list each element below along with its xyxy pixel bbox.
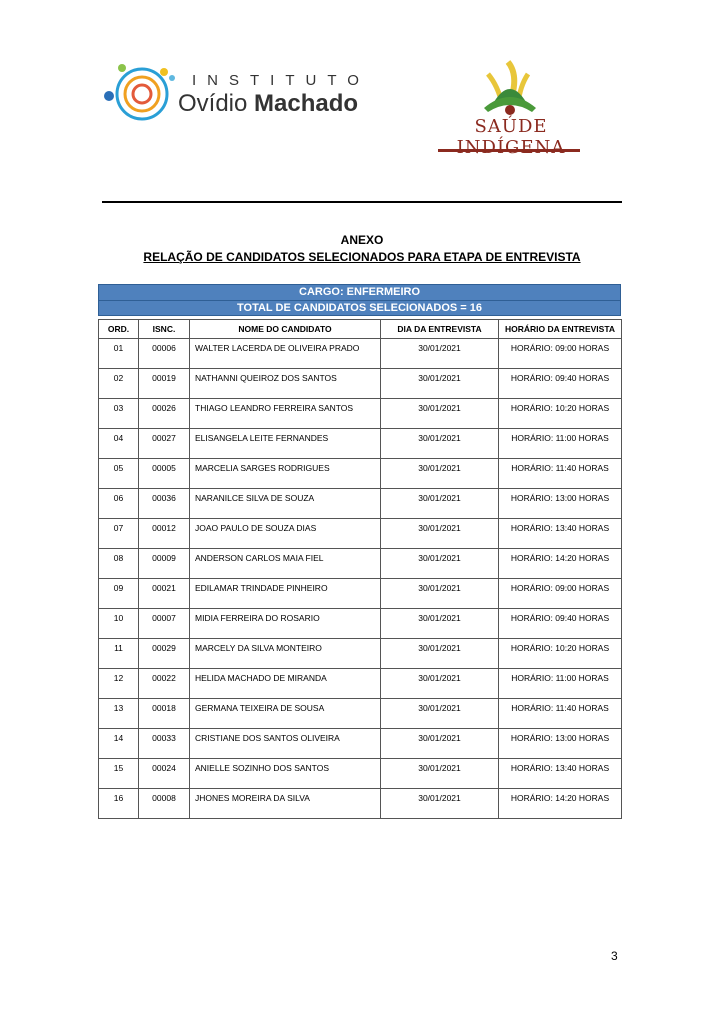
candidates-table xyxy=(98,319,622,819)
cell-date: 30/01/2021 xyxy=(381,339,499,369)
document-subtitle: RELAÇÃO DE CANDIDATOS SELECIONADOS PARA ETAPA DE ENTREVISTA xyxy=(143,250,581,264)
cell-date: 30/01/2021 xyxy=(381,729,499,759)
cell-name: GERMANA TEIXEIRA DE SOUSA xyxy=(190,699,381,729)
cell-ord: 07 xyxy=(99,519,139,549)
table-row xyxy=(99,339,622,369)
cell-isnc: 00024 xyxy=(139,759,190,789)
cell-isnc: 00012 xyxy=(139,519,190,549)
col-header-isnc: ISNC. xyxy=(139,320,190,339)
cell-time: HORÁRIO: 09:40 HORAS xyxy=(499,609,622,639)
cell-time: HORÁRIO: 09:00 HORAS xyxy=(499,339,622,369)
logo-word-instituto: INSTITUTO xyxy=(192,72,370,89)
cell-date: 30/01/2021 xyxy=(381,699,499,729)
cell-isnc: 00026 xyxy=(139,399,190,429)
cell-ord: 06 xyxy=(99,489,139,519)
cell-name: MARCELIA SARGES RODRIGUES xyxy=(190,459,381,489)
table-header-row xyxy=(99,320,622,339)
cell-date: 30/01/2021 xyxy=(381,369,499,399)
cell-ord: 09 xyxy=(99,579,139,609)
cell-time: HORÁRIO: 13:00 HORAS xyxy=(499,489,622,519)
cell-time: HORÁRIO: 09:40 HORAS xyxy=(499,369,622,399)
cell-ord: 03 xyxy=(99,399,139,429)
cell-isnc: 00018 xyxy=(139,699,190,729)
cell-name: EDILAMAR TRINDADE PINHEIRO xyxy=(190,579,381,609)
cell-name: JHONES MOREIRA DA SILVA xyxy=(190,789,381,819)
table-row xyxy=(99,699,622,729)
cell-date: 30/01/2021 xyxy=(381,399,499,429)
cell-ord: 12 xyxy=(99,669,139,699)
cell-isnc: 00009 xyxy=(139,549,190,579)
table-row xyxy=(99,639,622,669)
table-row xyxy=(99,369,622,399)
table-row xyxy=(99,669,622,699)
saude-indigena-logo xyxy=(428,56,593,160)
cell-date: 30/01/2021 xyxy=(381,759,499,789)
table-row xyxy=(99,399,622,429)
cell-ord: 14 xyxy=(99,729,139,759)
cell-ord: 16 xyxy=(99,789,139,819)
cell-date: 30/01/2021 xyxy=(381,549,499,579)
table-row xyxy=(99,609,622,639)
cell-ord: 10 xyxy=(99,609,139,639)
table-row xyxy=(99,759,622,789)
cell-ord: 01 xyxy=(99,339,139,369)
table-row xyxy=(99,429,622,459)
cell-isnc: 00027 xyxy=(139,429,190,459)
table-row xyxy=(99,459,622,489)
cell-time: HORÁRIO: 10:20 HORAS xyxy=(499,639,622,669)
cell-time: HORÁRIO: 14:20 HORAS xyxy=(499,789,622,819)
cell-date: 30/01/2021 xyxy=(381,609,499,639)
cell-time: HORÁRIO: 13:40 HORAS xyxy=(499,759,622,789)
document-title: ANEXO xyxy=(340,233,384,247)
cell-isnc: 00019 xyxy=(139,369,190,399)
col-header-date: DIA DA ENTREVISTA xyxy=(381,320,499,339)
cell-ord: 04 xyxy=(99,429,139,459)
table-banner xyxy=(98,284,621,316)
table-row xyxy=(99,489,622,519)
col-header-time: HORÁRIO DA ENTREVISTA xyxy=(499,320,622,339)
cell-isnc: 00005 xyxy=(139,459,190,489)
table-row xyxy=(99,549,622,579)
table-row xyxy=(99,789,622,819)
cell-time: HORÁRIO: 14:20 HORAS xyxy=(499,549,622,579)
table-row xyxy=(99,519,622,549)
logo-word-ovidio: Ovídio xyxy=(178,90,248,117)
logo-word-ovidio-machado xyxy=(178,90,358,118)
cell-isnc: 00029 xyxy=(139,639,190,669)
cell-date: 30/01/2021 xyxy=(381,789,499,819)
cell-name: WALTER LACERDA DE OLIVEIRA PRADO xyxy=(190,339,381,369)
cell-isnc: 00008 xyxy=(139,789,190,819)
logo-word-machado: Machado xyxy=(254,90,359,117)
cargo-label: CARGO: ENFERMEIRO xyxy=(299,286,420,298)
saude-indigena-wordmark: SAÚDE INDÍGENA xyxy=(456,116,566,158)
cell-name: HELIDA MACHADO DE MIRANDA xyxy=(190,669,381,699)
cell-name: ANDERSON CARLOS MAIA FIEL xyxy=(190,549,381,579)
table-row xyxy=(99,729,622,759)
instituto-ovidio-machado-logo xyxy=(100,58,370,128)
cell-name: THIAGO LEANDRO FERREIRA SANTOS xyxy=(190,399,381,429)
cell-isnc: 00006 xyxy=(139,339,190,369)
cell-time: HORÁRIO: 11:00 HORAS xyxy=(499,429,622,459)
cell-time: HORÁRIO: 11:40 HORAS xyxy=(499,699,622,729)
total-selected-label: TOTAL DE CANDIDATOS SELECIONADOS = 16 xyxy=(99,300,620,316)
col-header-ord: ORD. xyxy=(99,320,139,339)
cell-isnc: 00033 xyxy=(139,729,190,759)
cell-time: HORÁRIO: 10:20 HORAS xyxy=(499,399,622,429)
cell-isnc: 00021 xyxy=(139,579,190,609)
cell-isnc: 00007 xyxy=(139,609,190,639)
cell-name: NARANILCE SILVA DE SOUZA xyxy=(190,489,381,519)
table-row xyxy=(99,579,622,609)
cell-name: ANIELLE SOZINHO DOS SANTOS xyxy=(190,759,381,789)
cell-ord: 11 xyxy=(99,639,139,669)
cell-date: 30/01/2021 xyxy=(381,519,499,549)
cell-name: MARCELY DA SILVA MONTEIRO xyxy=(190,639,381,669)
cell-ord: 02 xyxy=(99,369,139,399)
page-number: 3 xyxy=(611,949,618,963)
header-divider xyxy=(102,201,622,203)
cell-isnc: 00036 xyxy=(139,489,190,519)
cell-time: HORÁRIO: 09:00 HORAS xyxy=(499,579,622,609)
cell-name: ELISANGELA LEITE FERNANDES xyxy=(190,429,381,459)
cell-ord: 15 xyxy=(99,759,139,789)
cell-time: HORÁRIO: 11:40 HORAS xyxy=(499,459,622,489)
cell-date: 30/01/2021 xyxy=(381,489,499,519)
instituto-emblem-icon xyxy=(100,58,180,128)
cell-name: CRISTIANE DOS SANTOS OLIVEIRA xyxy=(190,729,381,759)
cell-ord: 13 xyxy=(99,699,139,729)
cell-name: MIDIA FERREIRA DO ROSARIO xyxy=(190,609,381,639)
cell-date: 30/01/2021 xyxy=(381,429,499,459)
cell-date: 30/01/2021 xyxy=(381,669,499,699)
cell-ord: 08 xyxy=(99,549,139,579)
cell-date: 30/01/2021 xyxy=(381,639,499,669)
cell-name: JOAO PAULO DE SOUZA DIAS xyxy=(190,519,381,549)
cell-time: HORÁRIO: 13:00 HORAS xyxy=(499,729,622,759)
cell-ord: 05 xyxy=(99,459,139,489)
cell-isnc: 00022 xyxy=(139,669,190,699)
cell-name: NATHANNI QUEIROZ DOS SANTOS xyxy=(190,369,381,399)
cell-time: HORÁRIO: 11:00 HORAS xyxy=(499,669,622,699)
col-header-name: NOME DO CANDIDATO xyxy=(190,320,381,339)
cell-date: 30/01/2021 xyxy=(381,459,499,489)
cell-time: HORÁRIO: 13:40 HORAS xyxy=(499,519,622,549)
cell-date: 30/01/2021 xyxy=(381,579,499,609)
